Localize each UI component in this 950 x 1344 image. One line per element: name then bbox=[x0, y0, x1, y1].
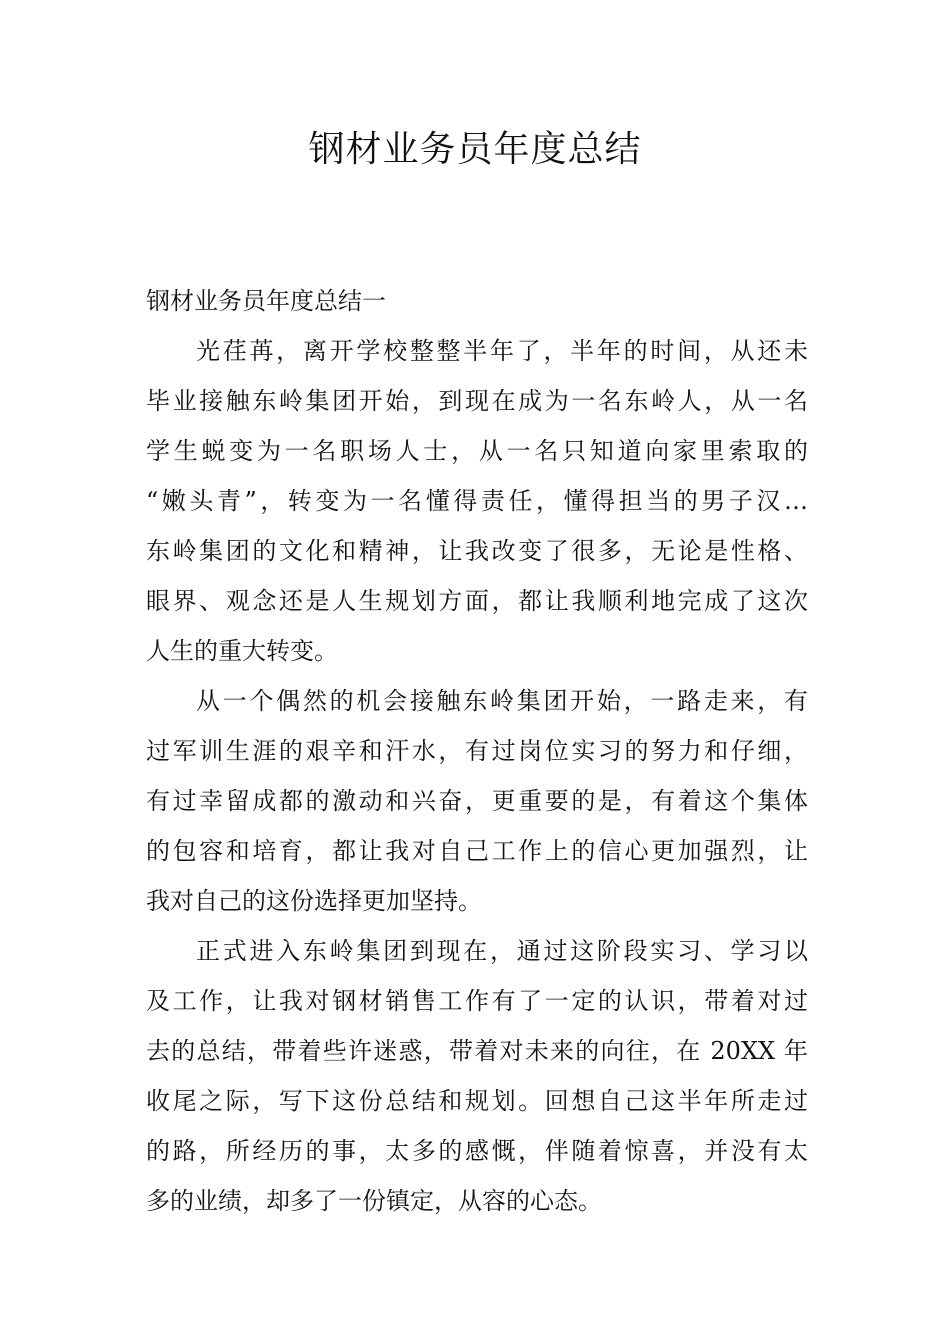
paragraph-1 bbox=[146, 326, 808, 676]
paragraph-line: 去的总结，带着些许迷惑，带着对未来的向往，在 20XX 年 bbox=[146, 1037, 808, 1065]
paragraph-line: 正式进入东岭集团到现在，通过这阶段实习、学习以 bbox=[196, 937, 808, 965]
paragraph-line: “嫩头青”，转变为一名懂得责任，懂得担当的男子汉… bbox=[146, 487, 808, 515]
paragraph-line: 及工作，让我对钢材销售工作有了一定的认识，带着对过 bbox=[146, 987, 808, 1015]
paragraph-line: 的包容和培育，都让我对自己工作上的信心更加强烈，让 bbox=[146, 837, 808, 865]
paragraph-line: 眼界、观念还是人生规划方面，都让我顺利地完成了这次 bbox=[146, 587, 808, 615]
paragraph-line: 东岭集团的文化和精神，让我改变了很多，无论是性格、 bbox=[146, 537, 808, 565]
paragraph-2 bbox=[146, 676, 808, 926]
paragraph-line: 多的业绩，却多了一份镇定，从容的心态。 bbox=[146, 1187, 602, 1215]
paragraph-line: 过军训生涯的艰辛和汗水，有过岗位实习的努力和仔细， bbox=[146, 737, 808, 765]
paragraph-line: 有过幸留成都的激动和兴奋，更重要的是，有着这个集体 bbox=[146, 787, 808, 815]
paragraph-line: 光荏苒，离开学校整整半年了，半年的时间，从还未 bbox=[196, 337, 808, 365]
paragraph-line: 人生的重大转变。 bbox=[146, 637, 338, 665]
paragraph-line: 学生蜕变为一名职场人士，从一名只知道向家里索取的 bbox=[146, 437, 808, 465]
paragraph-line: 从一个偶然的机会接触东岭集团开始，一路走来，有 bbox=[196, 687, 808, 715]
paragraph-line: 毕业接触东岭集团开始，到现在成为一名东岭人，从一名 bbox=[146, 387, 808, 415]
section-heading: 钢材业务员年度总结一 bbox=[146, 287, 386, 315]
paragraph-line: 的路，所经历的事，太多的感慨，伴随着惊喜，并没有太 bbox=[146, 1137, 808, 1165]
paragraph-3 bbox=[146, 926, 808, 1226]
document-title: 钢材业务员年度总结 bbox=[308, 129, 642, 170]
document-body bbox=[146, 276, 808, 1226]
paragraph-line: 收尾之际，写下这份总结和规划。回想自己这半年所走过 bbox=[146, 1087, 808, 1115]
paragraph-line: 我对自己的这份选择更加坚持。 bbox=[146, 887, 482, 915]
